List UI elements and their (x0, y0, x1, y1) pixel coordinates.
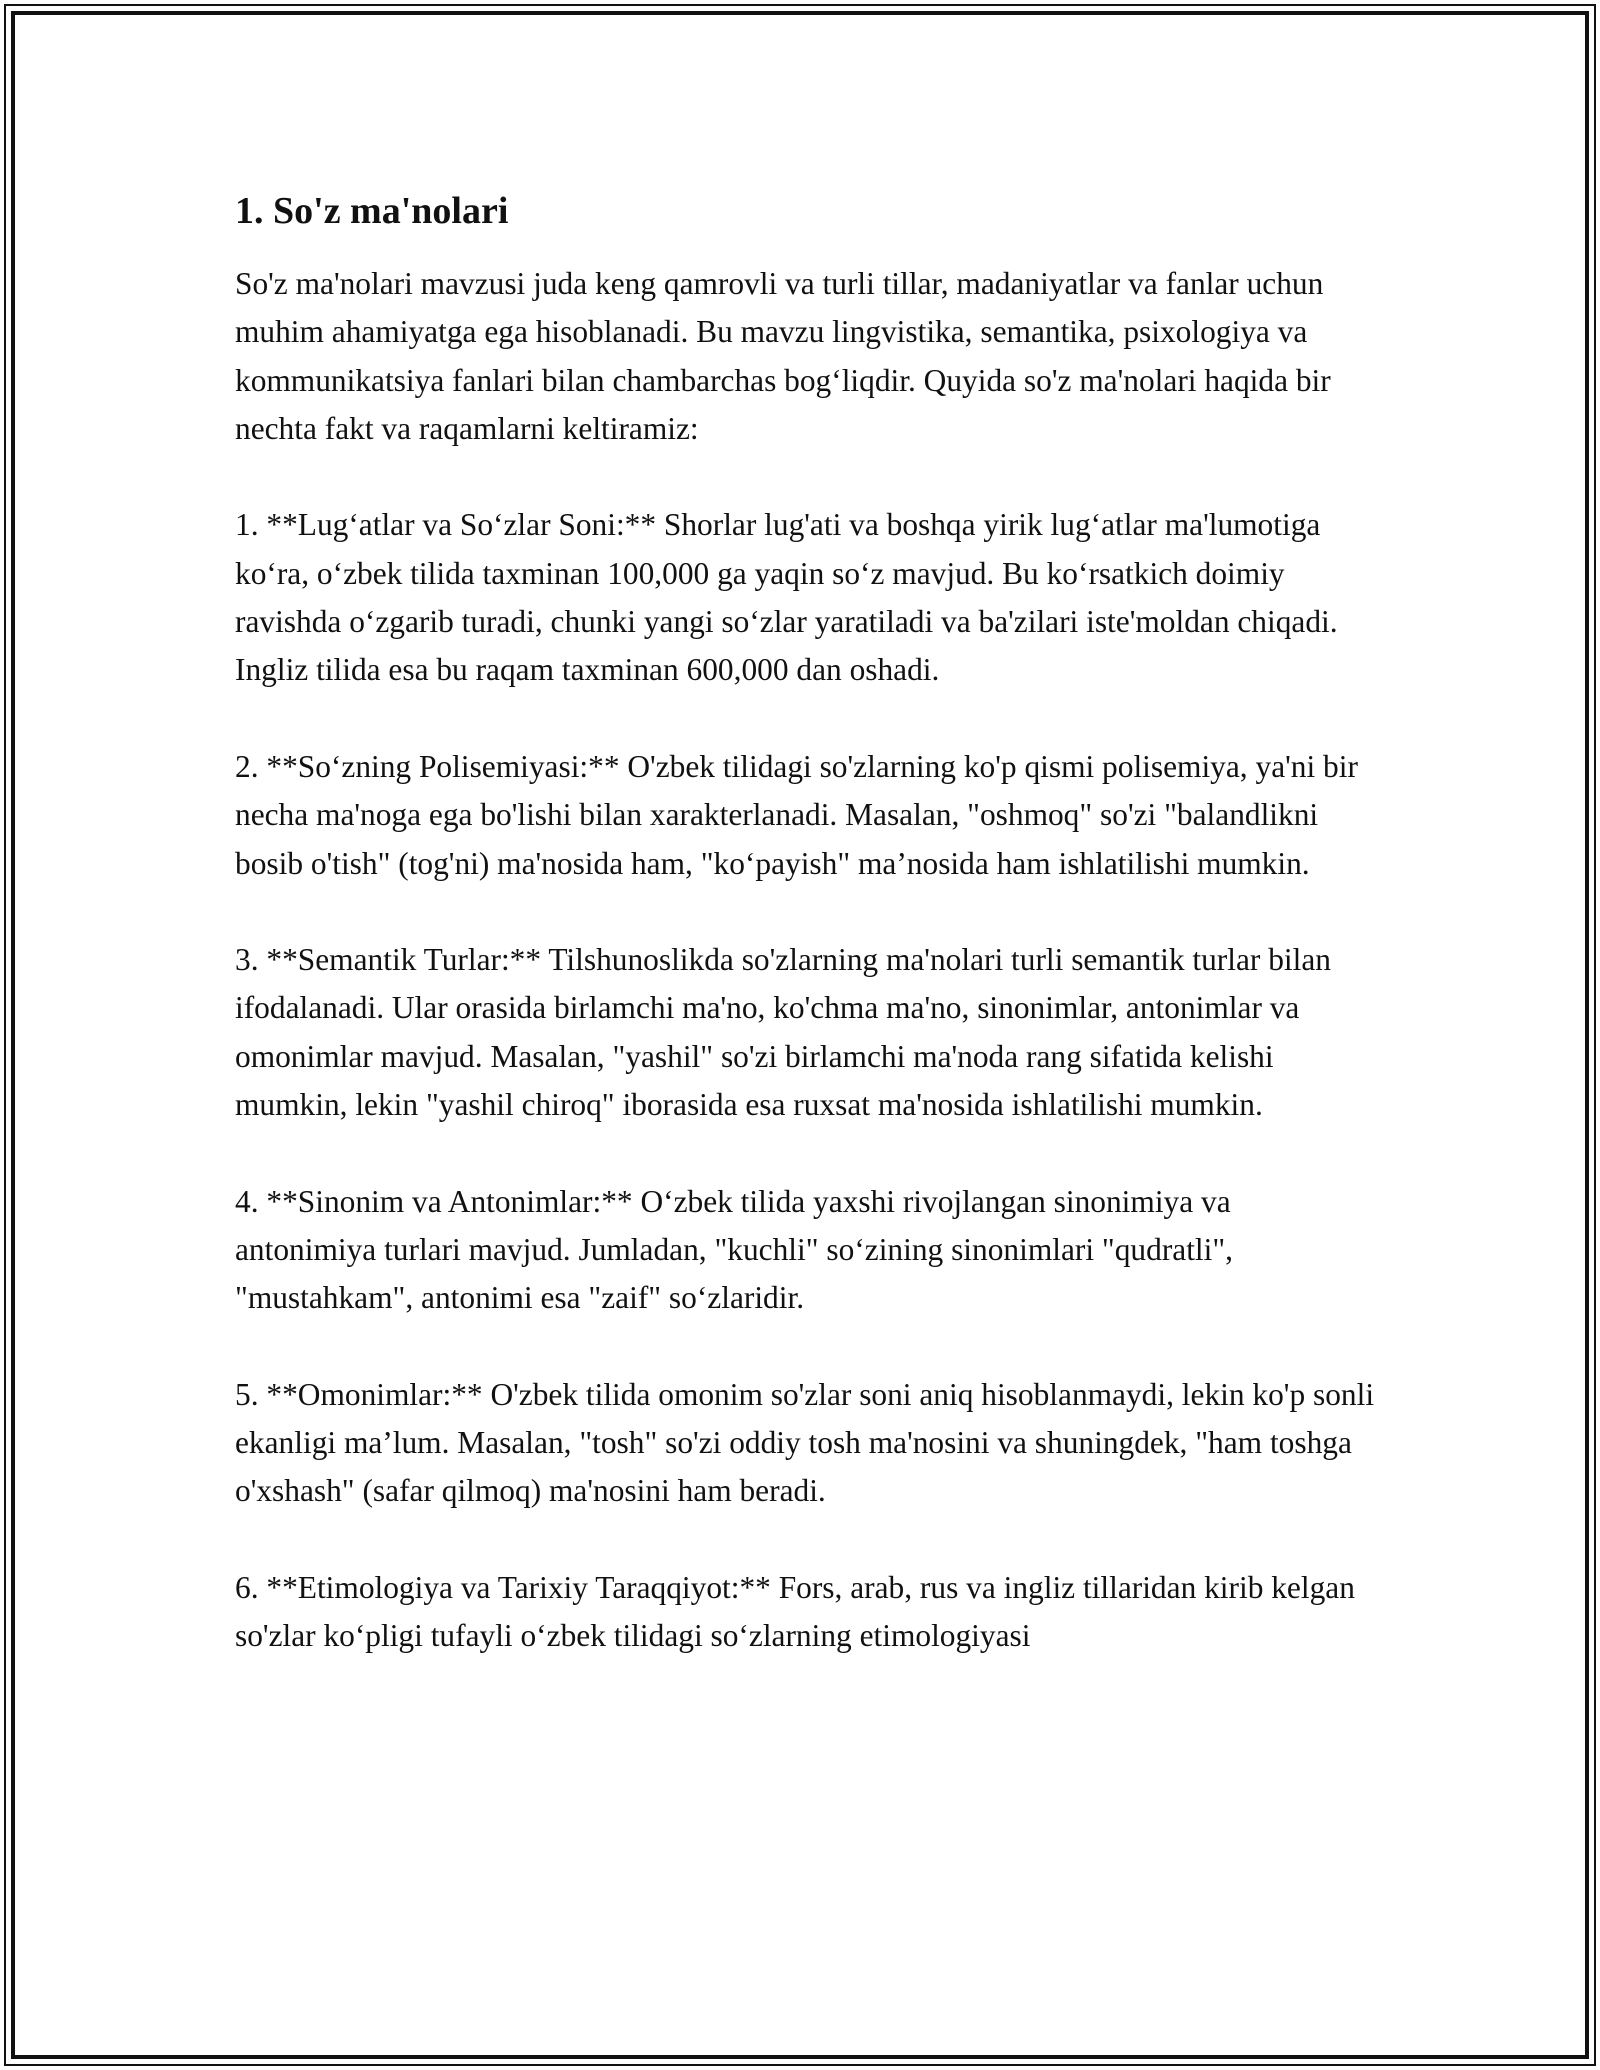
fact-item-6: 6. **Etimologiya va Tarixiy Taraqqiyot:** Fors, arab, rus va ingliz tillaridan kirib kelgan so'zlar ko‘pligi tufayli o‘zbek tilidagi so‘zlarning etimologiyasi (235, 1570, 1355, 1654)
fact-item-1: 1. **Lug‘atlar va So‘zlar Soni:** Shorlar lug'ati va boshqa yirik lug‘atlar ma'lumotiga ko‘ra, o‘zbek tilida taxminan 100,000 ga yaqin so‘z mavjud. Bu ko‘rsatkich doimiy ravishda o‘zgarib turadi, chunki yangi so‘zlar yaratiladi va ba'zilari iste'moldan chiqadi. Ingliz tilida esa bu raqam taxminan 600,000 dan oshadi. (235, 507, 1338, 688)
fact-item-5: 5. **Omonimlar:** O'zbek tilida omonim so'zlar soni aniq hisoblanmaydi, lekin ko'p sonli ekanligi ma’lum. Masalan, "tosh" so'zi oddiy tosh ma'nosini va shuningdek, "ham toshga o'xshash" (safar qilmoq) ma'nosini ham beradi. (235, 1376, 1375, 1509)
fact-item-4: 4. **Sinonim va Antonimlar:** O‘zbek tilida yaxshi rivojlangan sinonimiya va antonimiya turlari mavjud. Jumladan, "kuchli" so‘zining sinonimlari "qudratli", "mustahkam", antonimi esa "zaif" so‘zlaridir. (235, 1183, 1234, 1316)
document-body (235, 186, 1375, 1709)
fact-item-3: 3. **Semantik Turlar:** Tilshunoslikda so'zlarning ma'nolari turli semantik turlar bilan ifodalanadi. Ular orasida birlamchi ma'no, ko'chma ma'no, sinonimlar, antonimlar va omonimlar mavjud. Masalan, "yashil" so'zi birlamchi ma'noda rang sifatida kelishi mumkin, lekin "yashil chiroq" iborasida esa ruxsat ma'nosida ishlatilishi mumkin. (235, 942, 1331, 1123)
section-heading: 1. So'z ma'nolari (235, 190, 509, 232)
fact-item-2: 2. **So‘zning Polisemiyasi:** O'zbek tilidagi so'zlarning ko'p qismi polisemiya, ya'ni bir necha ma'noga ega bo'lishi bilan xarakterlanadi. Masalan, "oshmoq" so'zi "balandlikni bosib o'tish" (tog'ni) ma'nosida ham, "ko‘payish" ma’nosida ham ishlatilishi mumkin. (235, 748, 1358, 881)
intro-paragraph: So'z ma'nolari mavzusi juda keng qamrovli va turli tillar, madaniyatlar va fanlar uchun muhim ahamiyatga ega hisoblanadi. Bu mavzu lingvistika, semantika, psixologiya va kommunikatsiya fanlari bilan chambarchas bog‘liqdir. Quyida so'z ma'nolari haqida bir nechta fakt va raqamlarni keltiramiz: (235, 266, 1331, 446)
